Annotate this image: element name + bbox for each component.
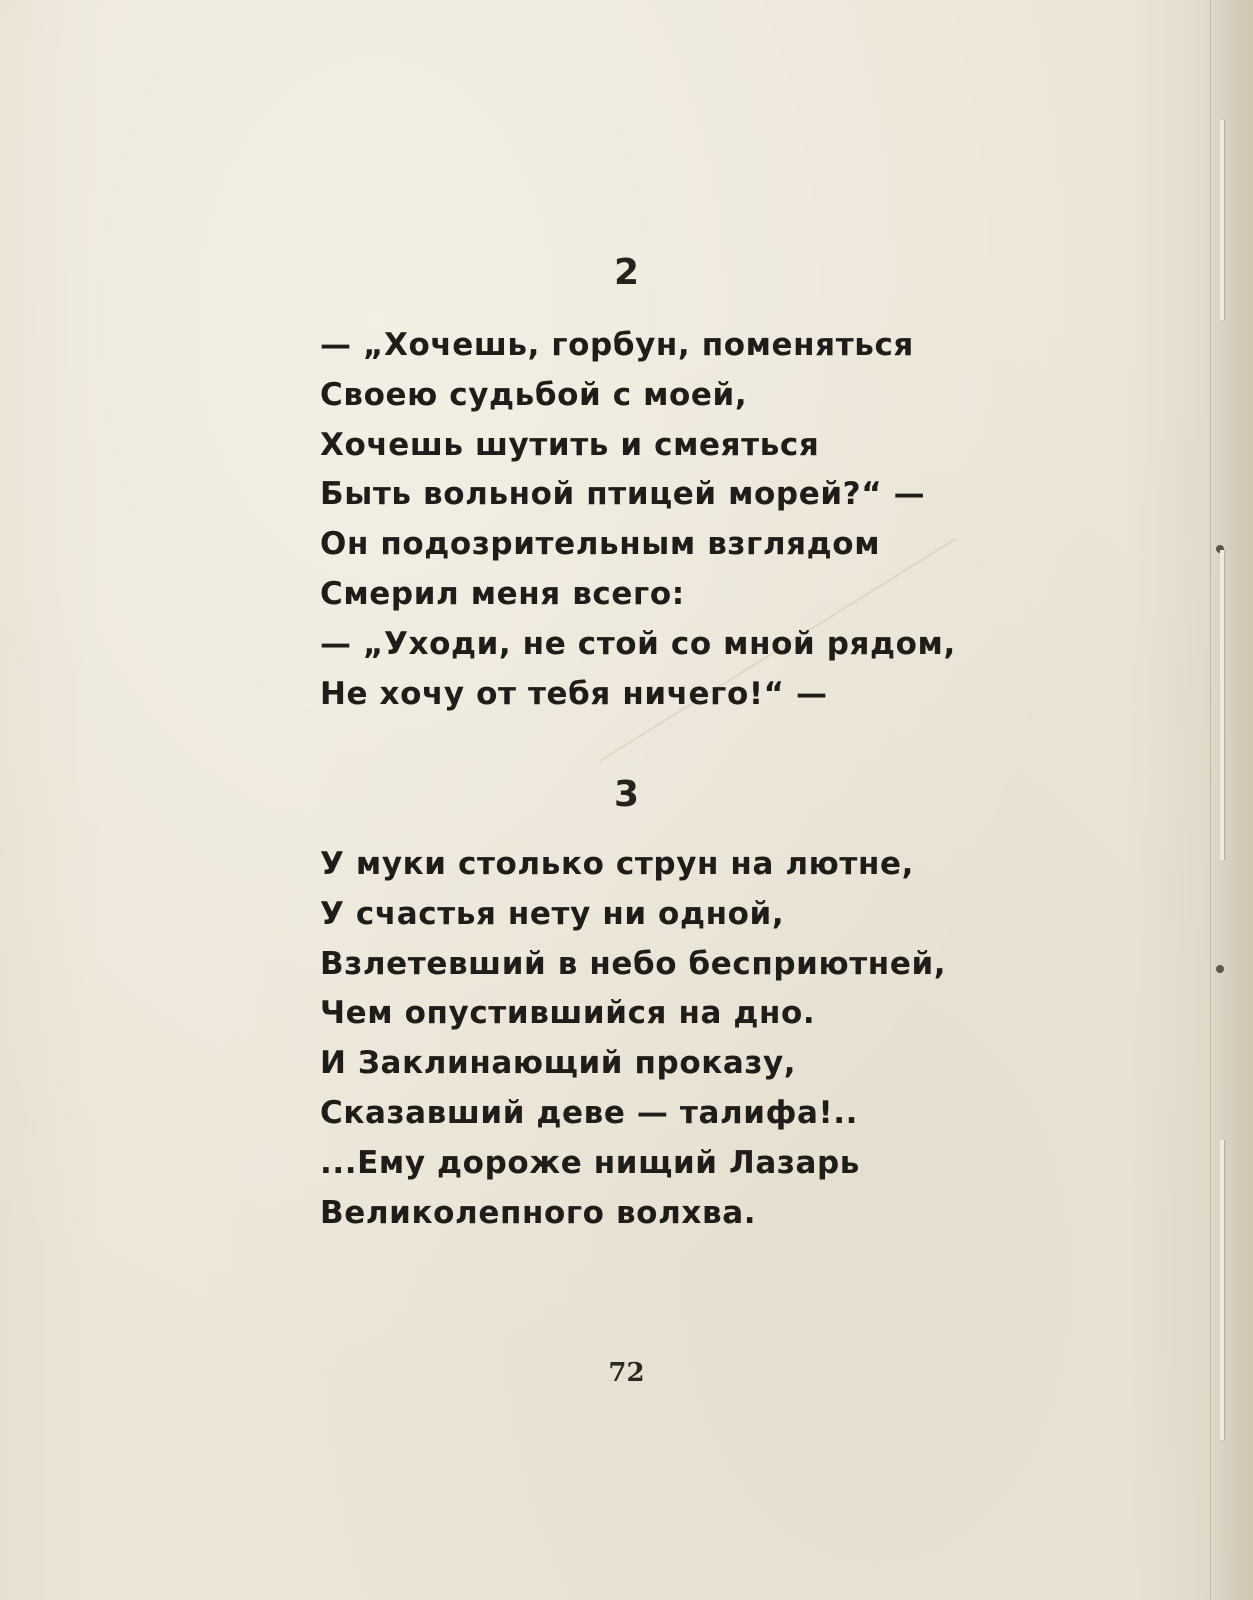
poem-line: Хочешь шутить и смеяться <box>320 426 820 463</box>
section-number-3: 3 <box>613 774 640 815</box>
poem-line: ...Ему дороже нищий Лазарь <box>320 1144 860 1181</box>
section-number-2: 2 <box>613 252 640 293</box>
poem-line: Чем опустившийся на дно. <box>320 995 816 1032</box>
binding-thread <box>1220 1140 1224 1440</box>
poem-line: — „Хочешь, горбун, поменяться <box>320 327 914 363</box>
poem-line: Своею судьбой с моей, <box>320 376 748 413</box>
poem-line: У счастья нету ни одной, <box>320 895 785 932</box>
stanza-3 <box>320 840 946 1238</box>
poem-line: — „Уходи, не стой со мной рядом, <box>320 625 956 662</box>
binding-hole <box>1216 965 1224 973</box>
poem-line: И Заклинающий проказу, <box>320 1045 797 1082</box>
poem-line: Сказавший деве — талифа!.. <box>320 1094 858 1131</box>
poem-line: Не хочу от тебя ничего!“ — <box>320 675 828 712</box>
poem-line: У муки столько струн на лютне, <box>320 846 914 882</box>
stanza-2 <box>320 321 956 719</box>
page-number: 72 <box>608 1358 645 1388</box>
poem-line: Взлетевший в небо бесприютней, <box>320 945 947 982</box>
poem-line: Смерил меня всего: <box>320 575 685 612</box>
poem-line: Быть вольной птицей морей?“ — <box>320 476 926 513</box>
poem-line: Он подозрительным взглядом <box>320 526 881 563</box>
poem-line: Великолепного волхва. <box>320 1194 757 1231</box>
